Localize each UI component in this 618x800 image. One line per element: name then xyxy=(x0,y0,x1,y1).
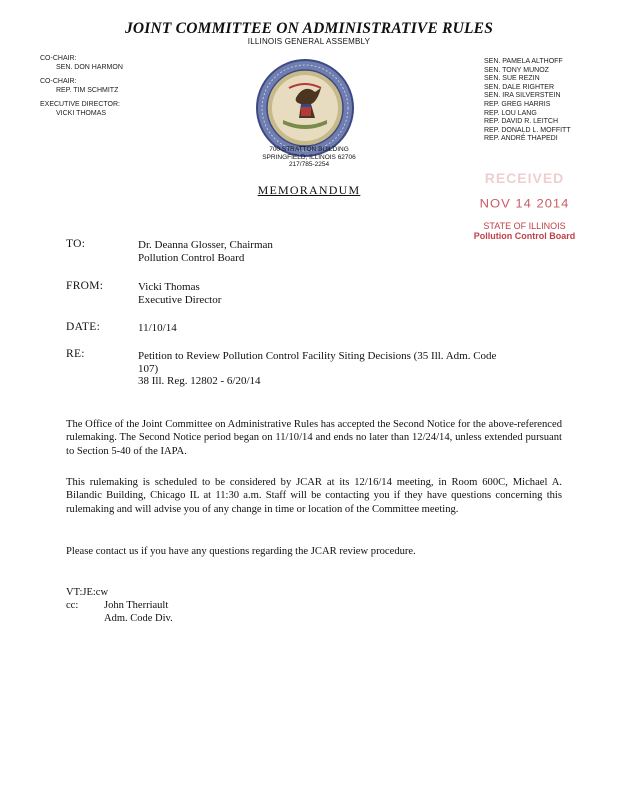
address-line: 700 STRATTON BUILDING xyxy=(269,146,349,153)
cc-recipient: Adm. Code Div. xyxy=(104,612,173,624)
from-line: Executive Director xyxy=(138,293,222,306)
member-name: REP. LOU LANG xyxy=(484,109,537,117)
re-line: Petition to Review Pollution Control Facility Siting Decisions (35 Ill. Adm. Code xyxy=(138,350,497,362)
committee-members-list xyxy=(484,58,571,144)
re-line: 107) xyxy=(138,362,159,375)
memo-heading: MEMORANDUM xyxy=(257,183,361,197)
to-label: TO: xyxy=(66,238,86,250)
committee-subtitle: ILLINOIS GENERAL ASSEMBLY xyxy=(247,37,371,46)
stamp-received-text: RECEIVED xyxy=(484,170,565,186)
officers-block xyxy=(40,55,123,119)
executive-director-name: VICKI THOMAS xyxy=(56,109,107,117)
member-name: REP. GREG HARRIS xyxy=(484,100,551,108)
body-paragraph-3: Please contact us if you have any questions regarding the JCAR review procedure. xyxy=(66,546,416,557)
typist-initials: VT:JE:cw xyxy=(66,587,109,598)
date-value: 11/10/14 xyxy=(138,322,177,334)
to-line: Pollution Control Board xyxy=(138,251,245,264)
member-name: SEN. PAMELA ALTHOFF xyxy=(484,58,563,65)
committee-title: JOINT COMMITTEE ON ADMINISTRATIVE RULES xyxy=(124,20,494,37)
address-line: SPRINGFIELD, ILLINOIS 62706 xyxy=(262,153,356,161)
re-line: 38 Ill. Reg. 12802 - 6/20/14 xyxy=(138,375,261,387)
committee-address xyxy=(0,146,618,169)
member-name: REP. ANDRÉ THAPEDI xyxy=(484,135,558,143)
executive-director-role: EXECUTIVE DIRECTOR: xyxy=(40,101,120,109)
cc-recipient: John Therriault xyxy=(104,600,169,611)
member-name: SEN. IRA SILVERSTEIN xyxy=(484,92,561,100)
cc-list xyxy=(104,600,173,625)
co-chair-senate-role: CO-CHAIR: xyxy=(40,55,77,62)
member-name: SEN. SUE REZIN xyxy=(484,75,540,83)
member-name: SEN. DALE RIGHTER xyxy=(484,83,555,91)
address-line: 217/785-2254 xyxy=(288,161,330,169)
member-name: REP. DAVID R. LEITCH xyxy=(484,118,559,126)
re-label: RE: xyxy=(66,348,85,360)
co-chair-senate-name: SEN. DON HARMON xyxy=(56,63,123,71)
date-label: DATE: xyxy=(66,321,101,333)
member-name: SEN. TONY MUNOZ xyxy=(484,66,549,74)
state-seal-image xyxy=(255,58,355,158)
received-stamp xyxy=(462,170,587,241)
body-paragraph-2: This rulemaking is scheduled to be considered by JCAR at its 12/16/14 meeting, in Room 600C, Michael A. Bilandic Building, Chicago IL at 11:30 a.m. Staff will be contacting you if they have questions concerning this rulemaking and will advise you of any change in time or location of the Committee meeting. xyxy=(66,477,562,515)
to-line: Dr. Deanna Glosser, Chairman xyxy=(138,239,273,251)
co-chair-house-name: REP. TIM SCHMITZ xyxy=(56,86,119,94)
body-paragraph-1: The Office of the Joint Committee on Administrative Rules has accepted the Second Notice for the above-referenced rulemaking. The Second Notice period began on 11/10/14 and ends no later than 12/24/14, unless extended pursuant to Section 5-40 of the IAPA. xyxy=(66,419,562,457)
co-chair-house-role: CO-CHAIR: xyxy=(40,78,77,86)
member-name: REP. DONALD L. MOFFITT xyxy=(484,126,571,134)
stamp-office xyxy=(462,221,587,241)
from-line: Vicki Thomas xyxy=(138,281,200,293)
to-value xyxy=(138,239,558,264)
stamp-date: NOV 14 2014 xyxy=(479,196,570,211)
stamp-office-line2: Pollution Control Board xyxy=(473,231,576,241)
from-label: FROM: xyxy=(66,280,104,292)
re-value xyxy=(138,350,558,388)
stamp-office-line1: STATE OF ILLINOIS xyxy=(483,221,566,231)
cc-label: cc: xyxy=(66,600,79,611)
from-value xyxy=(138,281,558,306)
